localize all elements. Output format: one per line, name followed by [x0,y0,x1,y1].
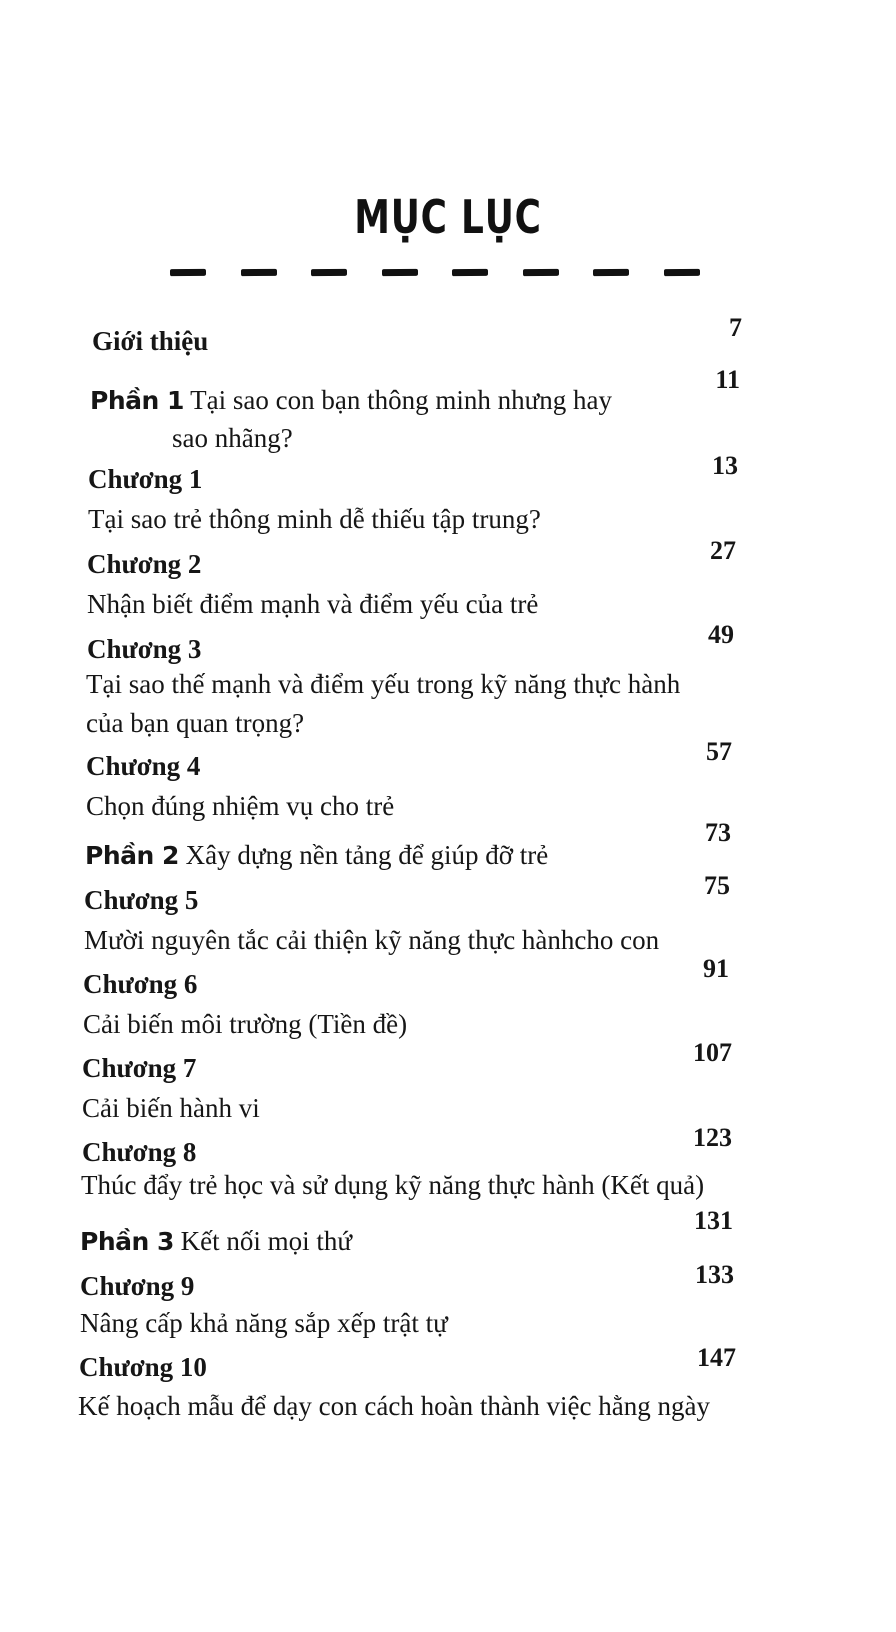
chapter-title-ch2: Nhận biết điểm mạnh và điểm yếu của trẻ [87,589,539,619]
page-number-ch1: 13 [712,451,738,480]
chapter-title-ch9: Nâng cấp khả năng sắp xếp trật tự [80,1308,448,1338]
divider-dash [664,269,700,276]
chapter-title-ch3: Tại sao thế mạnh và điểm yếu trong kỹ năng thực hành [86,669,681,699]
chapter-title-ch6: Cải biến môi trường (Tiền đề) [83,1009,408,1039]
page-number-ch9: 133 [695,1260,734,1289]
page-number-intro: 7 [729,313,742,342]
chapter-title-ch8: Thúc đẩy trẻ học và sử dụng kỹ năng thực hành (Kết quả) [81,1170,705,1200]
entry-label: Chương 2 [87,549,202,579]
entry-label: Chương 5 [84,885,199,915]
page-number-part1: 11 [715,365,740,394]
entry-label: Chương 4 [86,751,201,781]
entry-label: Chương 6 [83,969,198,999]
entry-label: Chương 10 [79,1352,207,1382]
part-label: Phần 1 [90,386,184,415]
toc-entry-ch6 [83,965,197,1003]
page-number-ch10: 147 [697,1343,736,1372]
chapter-title-ch1: Tại sao trẻ thông minh dễ thiếu tập trung? [88,504,541,534]
entry-label: Chương 3 [87,634,202,664]
toc-entry-ch9 [80,1267,194,1305]
page-number-ch6: 91 [703,954,729,983]
toc-entry-part1-cont [172,419,293,457]
entry-label: Giới thiệu [92,326,209,356]
part-title: Kết nối mọi thứ [180,1226,353,1256]
toc-entry-ch1 [88,460,202,498]
chapter-title-ch3-cont: của bạn quan trọng? [86,708,305,738]
toc-entry-ch5 [84,881,198,919]
toc-entry-part1 [90,381,612,420]
toc-entry-ch2 [87,545,201,583]
divider-dash [593,269,629,276]
chapter-title-ch4: Chọn đúng nhiệm vụ cho trẻ [86,791,395,821]
divider-dash [382,269,418,276]
page-number-part3: 131 [694,1206,733,1235]
chapter-title-ch10: Kế hoạch mẫu để dạy con cách hoàn thành việc hằng ngày [78,1391,710,1421]
title-divider [170,269,700,281]
page-number-ch7: 107 [693,1038,732,1067]
part-label: Phần 3 [80,1227,174,1256]
chapter-title-ch7: Cải biến hành vi [82,1093,260,1123]
page-number-ch8: 123 [693,1123,732,1152]
page-number-ch3: 49 [708,620,734,649]
toc-entry-intro [92,322,208,360]
toc-entry-part2 [85,836,548,875]
page-number-ch5: 75 [704,871,730,900]
divider-dash [241,269,277,276]
part-label: Phần 2 [85,841,179,870]
page-number-ch4: 57 [706,737,732,766]
entry-label: Chương 7 [82,1053,197,1083]
toc-entry-ch7 [82,1049,196,1087]
divider-dash [170,269,206,276]
divider-dash [311,269,347,276]
toc-entry-part3 [80,1222,352,1261]
toc-entry-ch3 [87,630,201,668]
divider-dash [452,269,488,276]
divider-dash [523,269,559,276]
chapter-title-ch5: Mười nguyên tắc cải thiện kỹ năng thực hànhcho con [84,925,660,955]
part-title: Tại sao con bạn thông minh nhưng hay [190,385,612,415]
page-number-ch2: 27 [710,536,736,565]
entry-label: Chương 9 [80,1271,195,1301]
part-title-cont: sao nhãng? [172,423,293,453]
entry-label: Chương 1 [88,464,203,494]
toc-entry-ch10 [79,1348,207,1386]
page-number-part2: 73 [705,818,731,847]
page-title: MỤC LỤC [354,190,542,244]
toc-entry-ch4 [86,747,200,785]
entry-label: Chương 8 [82,1137,197,1167]
part-title: Xây dựng nền tảng để giúp đỡ trẻ [185,840,549,870]
